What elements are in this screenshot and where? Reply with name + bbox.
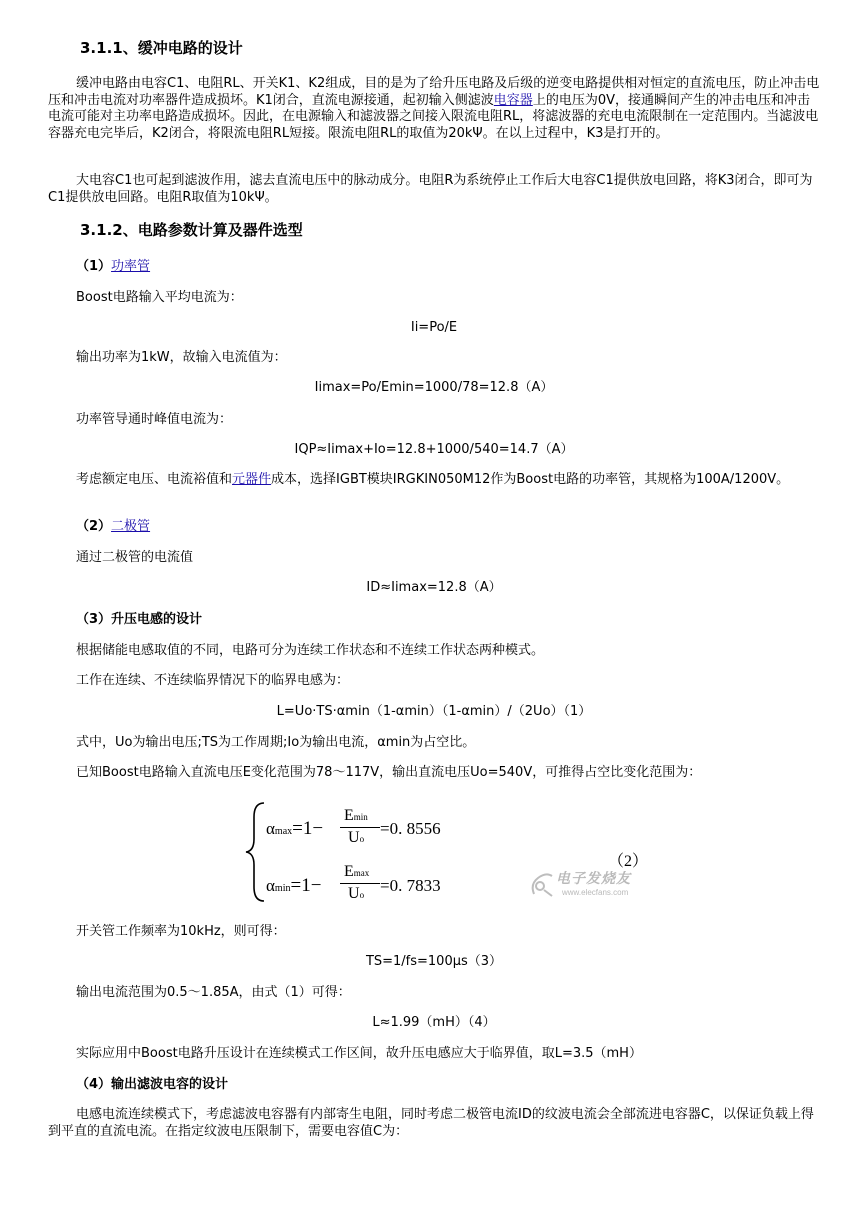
paragraph-igbt-selection — [48, 472, 820, 489]
section-heading-3-1-2: 3.1.2、电路参数计算及器件选型 — [80, 221, 303, 239]
fraction-bar — [340, 827, 380, 828]
subsection-number: （1） — [76, 259, 112, 274]
watermark-url: www.elecfans.com — [562, 888, 629, 897]
subsection-output-filter-capacitor: （4）输出滤波电容的设计 — [76, 1077, 229, 1092]
equation-ts: TS=1/fs=100μs（3） — [365, 954, 503, 969]
fraction-bar — [340, 883, 380, 884]
paragraph-text: 考虑额定电压、电流裕值和 — [76, 472, 233, 487]
paragraph-text: 电感电流连续模式下，考虑滤波电容器有内部寄生电阻，同时考虑二极管电流ID的纹波电流会全部流进电容器C，以保证负载上得到平直的直流电流。在指定纹波电压限制下，需要电容值C为： — [48, 1107, 814, 1139]
link-components[interactable]: 元器件 — [232, 472, 272, 487]
subsection-power-tube — [76, 259, 150, 275]
alpha-max-label: αmax=1− — [266, 818, 324, 839]
equation-ii: Ii=Po/E — [410, 320, 458, 335]
text-line: 已知Boost电路输入直流电压E变化范围为78～117V，输出直流电压Uo=540V，可推得占空比变化范围为： — [76, 765, 702, 780]
paragraph-large-capacitor — [48, 173, 820, 206]
text-line: Boost电路输入平均电流为： — [76, 290, 243, 305]
paragraph-text: 上的电压为0V，接通瞬间产生的冲击电压和冲击电流可能对主功率电路造成损坏。因此，在电源输入和滤波器之间接入限流电阻RL，将滤波器的充电电流限制在一定范围内。当滤波电容器充电完毕后，K2闭合，将限流电阻RL短接。限流电阻RL的取值为20kΨ。在以上过程中，K3是打开的。 — [48, 92, 819, 141]
text-line: 输出电流范围为0.5～1.85A，由式（1）可得： — [76, 985, 351, 1000]
alpha-max-value: =0. 8556 — [380, 819, 441, 838]
denominator-uo: Uo — [348, 885, 365, 902]
numerator-emax: Emax — [344, 863, 370, 880]
text-line: 工作在连续、不连续临界情况下的临界电感为： — [76, 673, 350, 688]
subsection-boost-inductor: （3）升压电感的设计 — [76, 612, 203, 627]
section-heading-3-1-1: 3.1.1、缓冲电路的设计 — [80, 39, 243, 57]
watermark-text: 电子发烧友 — [556, 870, 631, 886]
text-line: 式中，Uo为输出电压;TS为工作周期;Io为输出电流，αmin为占空比。 — [76, 735, 476, 750]
text-line: 通过二极管的电流值 — [76, 550, 194, 565]
equation-l: L≈1.99（mH）（4） — [372, 1015, 496, 1030]
elecfans-watermark — [528, 866, 658, 906]
equation-iqp: IQP≈Iimax+Io=12.8+1000/540=14.7（A） — [294, 442, 574, 457]
text-line: 输出功率为1kW，故输入电流值为： — [76, 350, 287, 365]
subsection-number: （2） — [76, 519, 112, 534]
equation-iimax: Iimax=Po/Emin=1000/78=12.8（A） — [314, 380, 554, 395]
alpha-min-value: =0. 7833 — [380, 876, 441, 895]
denominator-uo: Uo — [348, 829, 365, 846]
watermark-logo-icon — [528, 868, 556, 898]
text-line: 功率管导通时峰值电流为： — [76, 412, 233, 427]
paragraph-text: 成本，选择IGBT模块IRGKIN050M12作为Boost电路的功率管，其规格为100A/1200V。 — [271, 472, 790, 487]
equation-id: ID≈Iimax=12.8（A） — [366, 580, 502, 595]
link-capacitor[interactable]: 电容器 — [493, 92, 533, 108]
alpha-min-label: αmin=1− — [266, 875, 322, 896]
paragraph-buffer-circuit — [48, 76, 820, 142]
text-line: 根据储能电感取值的不同，电路可分为连续工作状态和不连续工作状态两种模式。 — [76, 643, 545, 658]
paragraph-text: 大电容C1也可起到滤波作用，滤去直流电压中的脉动成分。电阻R为系统停止工作后大电容C1提供放电回路，将K3闭合，即可为C1提供放电回路。电阻R取值为10kΨ。 — [48, 173, 813, 205]
paragraph-filter-capacitor — [48, 1107, 820, 1140]
equation-number: （2） — [608, 853, 649, 870]
link-diode[interactable]: 二极管 — [111, 519, 151, 534]
equation-critical-inductance: L=Uo·TS·αmin（1-αmin）（1-αmin）/（2Uo）（1） — [276, 704, 592, 719]
paragraph-text: 缓冲电路由电容C1、电阻RL、开关K1、K2组成，目的是为了给升压电路及后级的逆变电路提供相对恒定的直流电压，防止冲击电压和冲击电流对功率器件造成损坏。K1闭合，直流电源接通，起初输入侧滤波 — [48, 76, 820, 108]
numerator-emin: Emin — [344, 807, 368, 824]
text-line: 开关管工作频率为10kHz，则可得： — [76, 924, 286, 939]
subsection-diode — [76, 519, 150, 535]
link-power-tube[interactable]: 功率管 — [111, 259, 151, 274]
text-line: 实际应用中Boost电路升压设计在连续模式工作区间，故升压电感应大于临界值，取L=3.5（mH） — [76, 1046, 642, 1061]
